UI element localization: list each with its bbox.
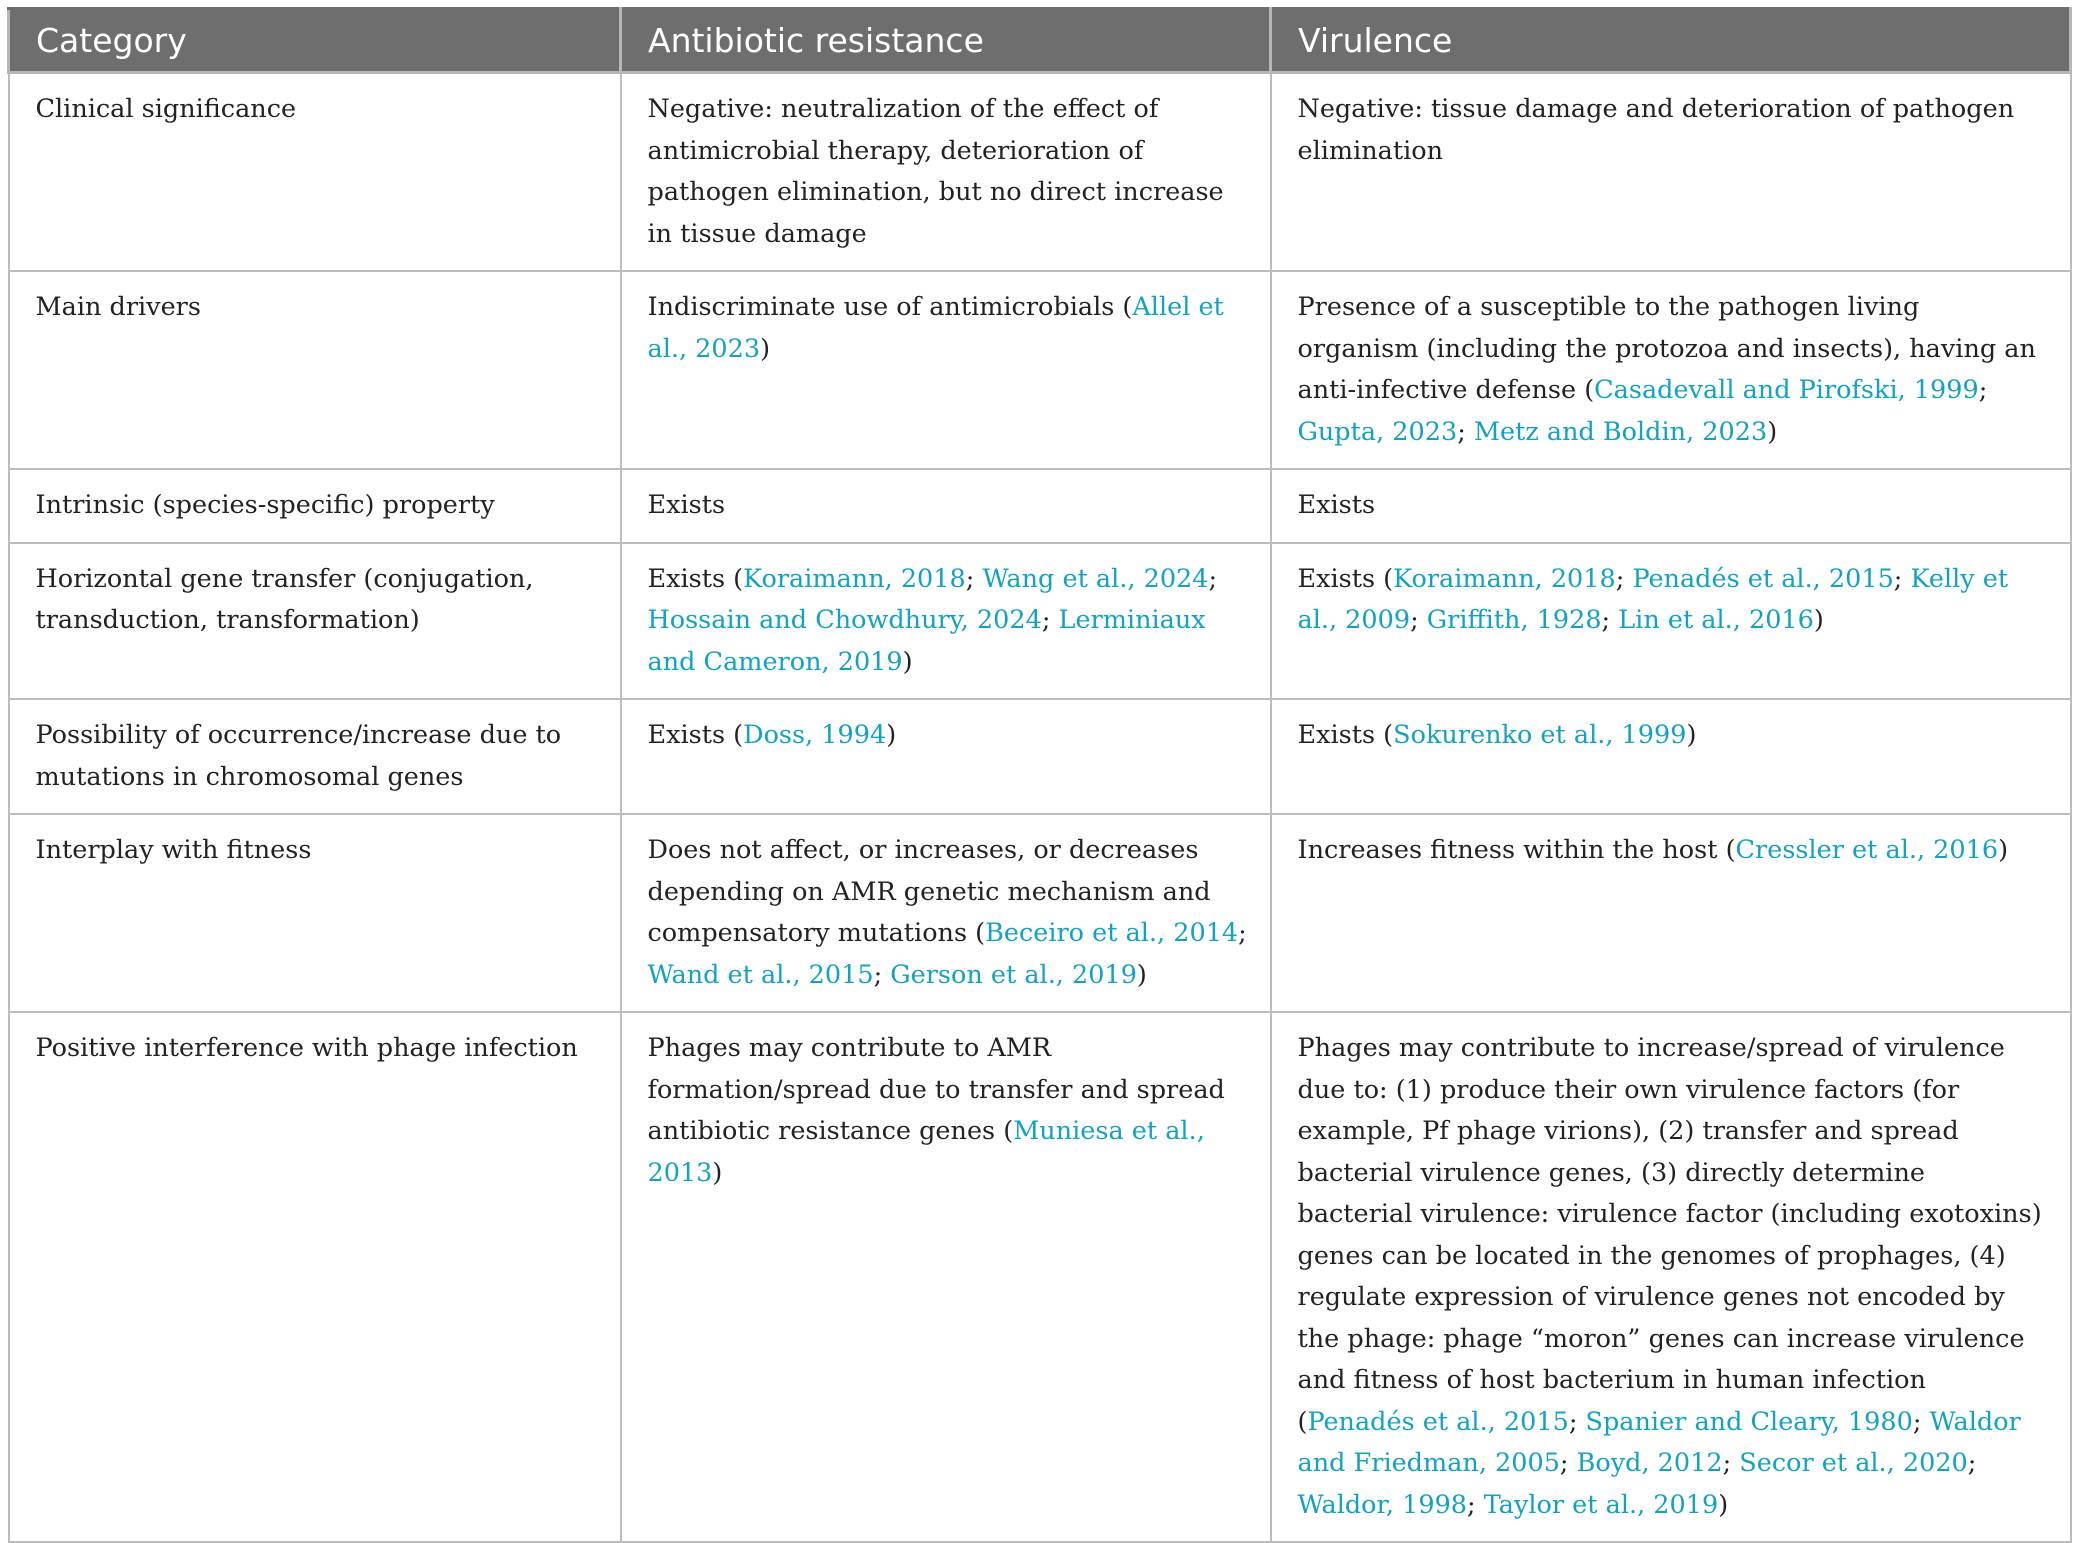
table-row (9, 73, 2071, 272)
cell-text: Phages may contribute to AMR formation/spread due to transfer and spread antibiotic resistance genes ( (647, 1033, 1233, 1146)
cell-text: ) (1686, 720, 1697, 750)
citation-link[interactable]: Gerson et al., 2019 (890, 959, 1137, 990)
table-row (9, 271, 2071, 469)
citation-link[interactable]: Wang et al., 2024 (982, 563, 1209, 594)
cell-text: ; (1410, 605, 1427, 635)
citation-link[interactable]: Griffith, 1928 (1426, 605, 1602, 635)
resistance-cell (621, 814, 1271, 1012)
cell-text: ; (873, 959, 891, 990)
cell-text: Phages may contribute to increase/spread of virulence due to: (1) produce their own virulence factors (for example, Pf phage virions), (2) transfer and spread bacterial virulence genes, (3) directly determine bacterial virulence: virulence factor (including exotoxins) genes can be located in the genomes of prophages, (4) regulate expression of virulence genes not encoded by the phage: phage “moron” genes can increase virulence and fitness of host bacterium in human infection ( (1297, 1033, 2050, 1437)
citation-link[interactable]: Waldor, 1998 (1297, 1489, 1468, 1520)
cell-text: ; (1559, 1448, 1577, 1478)
citation-link[interactable]: Koraimann, 2018 (743, 563, 966, 594)
citation-link[interactable]: Boyd, 2012 (1576, 1448, 1723, 1478)
resistance-cell (621, 699, 1271, 814)
cell-text: ; (1568, 1406, 1586, 1437)
category-cell: Positive interference with phage infection (9, 1012, 621, 1542)
cell-text: Negative: tissue damage and deterioration of pathogen elimination (1297, 94, 2023, 166)
virulence-cell (1271, 271, 2071, 469)
cell-text: Indiscriminate use of antimicrobials ( (647, 292, 1133, 322)
category-cell: Interplay with fitness (9, 814, 621, 1012)
cell-text: ; (1238, 918, 1255, 948)
cell-text: ; (1467, 1489, 1484, 1520)
cell-text: ; (1041, 605, 1059, 635)
citation-link[interactable]: Lerminiaux and Cameron, 2019 (647, 605, 1206, 677)
citation-link[interactable]: Lin et al., 2016 (1618, 605, 1814, 635)
table-row (9, 814, 2071, 1012)
table-row (9, 469, 2071, 543)
virulence-cell (1271, 699, 2071, 814)
cell-text: ) (886, 720, 897, 750)
cell-text: ; (965, 563, 983, 594)
cell-text: Exists (647, 490, 726, 520)
resistance-cell (621, 1012, 1271, 1542)
citation-link[interactable]: Taylor et al., 2019 (1483, 1489, 1719, 1520)
citation-link[interactable]: Muniesa et al., 2013 (647, 1116, 1205, 1188)
cell-text: ; (1208, 563, 1226, 594)
table-header (9, 9, 2071, 73)
resistance-cell (621, 543, 1271, 700)
cell-text: ) (902, 646, 913, 677)
citation-link[interactable]: Beceiro et al., 2014 (985, 918, 1239, 948)
cell-text: ; (1615, 563, 1633, 594)
table-row (9, 543, 2071, 700)
category-cell: Main drivers (9, 271, 621, 469)
table-row (9, 699, 2071, 814)
cell-text: ) (712, 1157, 723, 1188)
citation-link[interactable]: Spanier and Cleary, 1980 (1585, 1406, 1913, 1437)
citation-link[interactable]: Gupta, 2023 (1297, 416, 1458, 447)
citation-link[interactable]: Penadés et al., 2015 (1307, 1406, 1569, 1437)
cell-text: ; (1912, 1406, 1930, 1437)
cell-text: ) (1998, 835, 2009, 865)
cell-text: ; (1601, 605, 1619, 635)
cell-text: ; (1722, 1448, 1740, 1478)
citation-link[interactable]: Metz and Boldin, 2023 (1473, 416, 1768, 447)
virulence-cell (1271, 1012, 2071, 1542)
citation-link[interactable]: Kelly et al., 2009 (1297, 563, 2009, 635)
virulence-cell (1271, 814, 2071, 1012)
header-antibiotic-resistance: Antibiotic resistance (621, 9, 1271, 73)
cell-text: ) (1767, 416, 1778, 447)
citation-link[interactable]: Sokurenko et al., 1999 (1393, 720, 1687, 750)
header-row (9, 9, 2071, 73)
cell-text: ) (760, 333, 771, 364)
citation-link[interactable]: Koraimann, 2018 (1393, 563, 1616, 594)
header-virulence: Virulence (1271, 9, 2071, 73)
cell-text: ) (1718, 1489, 1729, 1520)
cell-text: Presence of a susceptible to the pathogen living organism (including the protozoa and insects), having an anti-infective defense ( (1297, 292, 2045, 405)
resistance-cell (621, 469, 1271, 543)
category-cell: Clinical significance (9, 73, 621, 272)
citation-link[interactable]: Allel et al., 2023 (647, 292, 1224, 364)
virulence-cell (1271, 469, 2071, 543)
cell-text: Increases fitness within the host ( (1297, 835, 1736, 865)
cell-text: Exists ( (1297, 563, 1394, 594)
citation-link[interactable]: Secor et al., 2020 (1739, 1448, 1968, 1478)
table-body (9, 73, 2071, 1543)
table-row (9, 1012, 2071, 1542)
category-cell: Intrinsic (species-specific) property (9, 469, 621, 543)
comparison-table (7, 7, 2072, 1543)
citation-link[interactable]: Wand et al., 2015 (647, 959, 874, 990)
category-cell: Possibility of occurrence/increase due to mutations in chromosomal genes (9, 699, 621, 814)
cell-text: Exists (1297, 490, 1376, 520)
resistance-cell (621, 73, 1271, 272)
citation-link[interactable]: Penadés et al., 2015 (1632, 563, 1894, 594)
citation-link[interactable]: Doss, 1994 (743, 720, 887, 750)
header-category: Category (9, 9, 621, 73)
cell-text: Exists ( (647, 563, 744, 594)
citation-link[interactable]: Waldor and Friedman, 2005 (1297, 1406, 2021, 1478)
cell-text: Exists ( (647, 720, 744, 750)
citation-link[interactable]: Cressler et al., 2016 (1735, 835, 1999, 865)
citation-link[interactable]: Hossain and Chowdhury, 2024 (647, 605, 1042, 635)
virulence-cell (1271, 543, 2071, 700)
cell-text: ) (1136, 959, 1147, 990)
cell-text: Negative: neutralization of the effect of antimicrobial therapy, deterioration of pathogen elimination, but no direct increase in tissue damage (647, 94, 1232, 249)
category-cell: Horizontal gene transfer (conjugation, transduction, transformation) (9, 543, 621, 700)
cell-text: ; (1457, 416, 1474, 447)
cell-text: ; (1893, 563, 1911, 594)
cell-text: Exists ( (1297, 720, 1394, 750)
cell-text: Does not affect, or increases, or decreases depending on AMR genetic mechanism and compensatory mutations ( (647, 835, 1219, 948)
cell-text: ; (1978, 375, 1996, 405)
resistance-cell (621, 271, 1271, 469)
virulence-cell (1271, 73, 2071, 272)
cell-text: ) (1813, 605, 1824, 635)
citation-link[interactable]: Casadevall and Pirofski, 1999 (1594, 375, 1979, 405)
cell-text: ; (1967, 1448, 1985, 1478)
